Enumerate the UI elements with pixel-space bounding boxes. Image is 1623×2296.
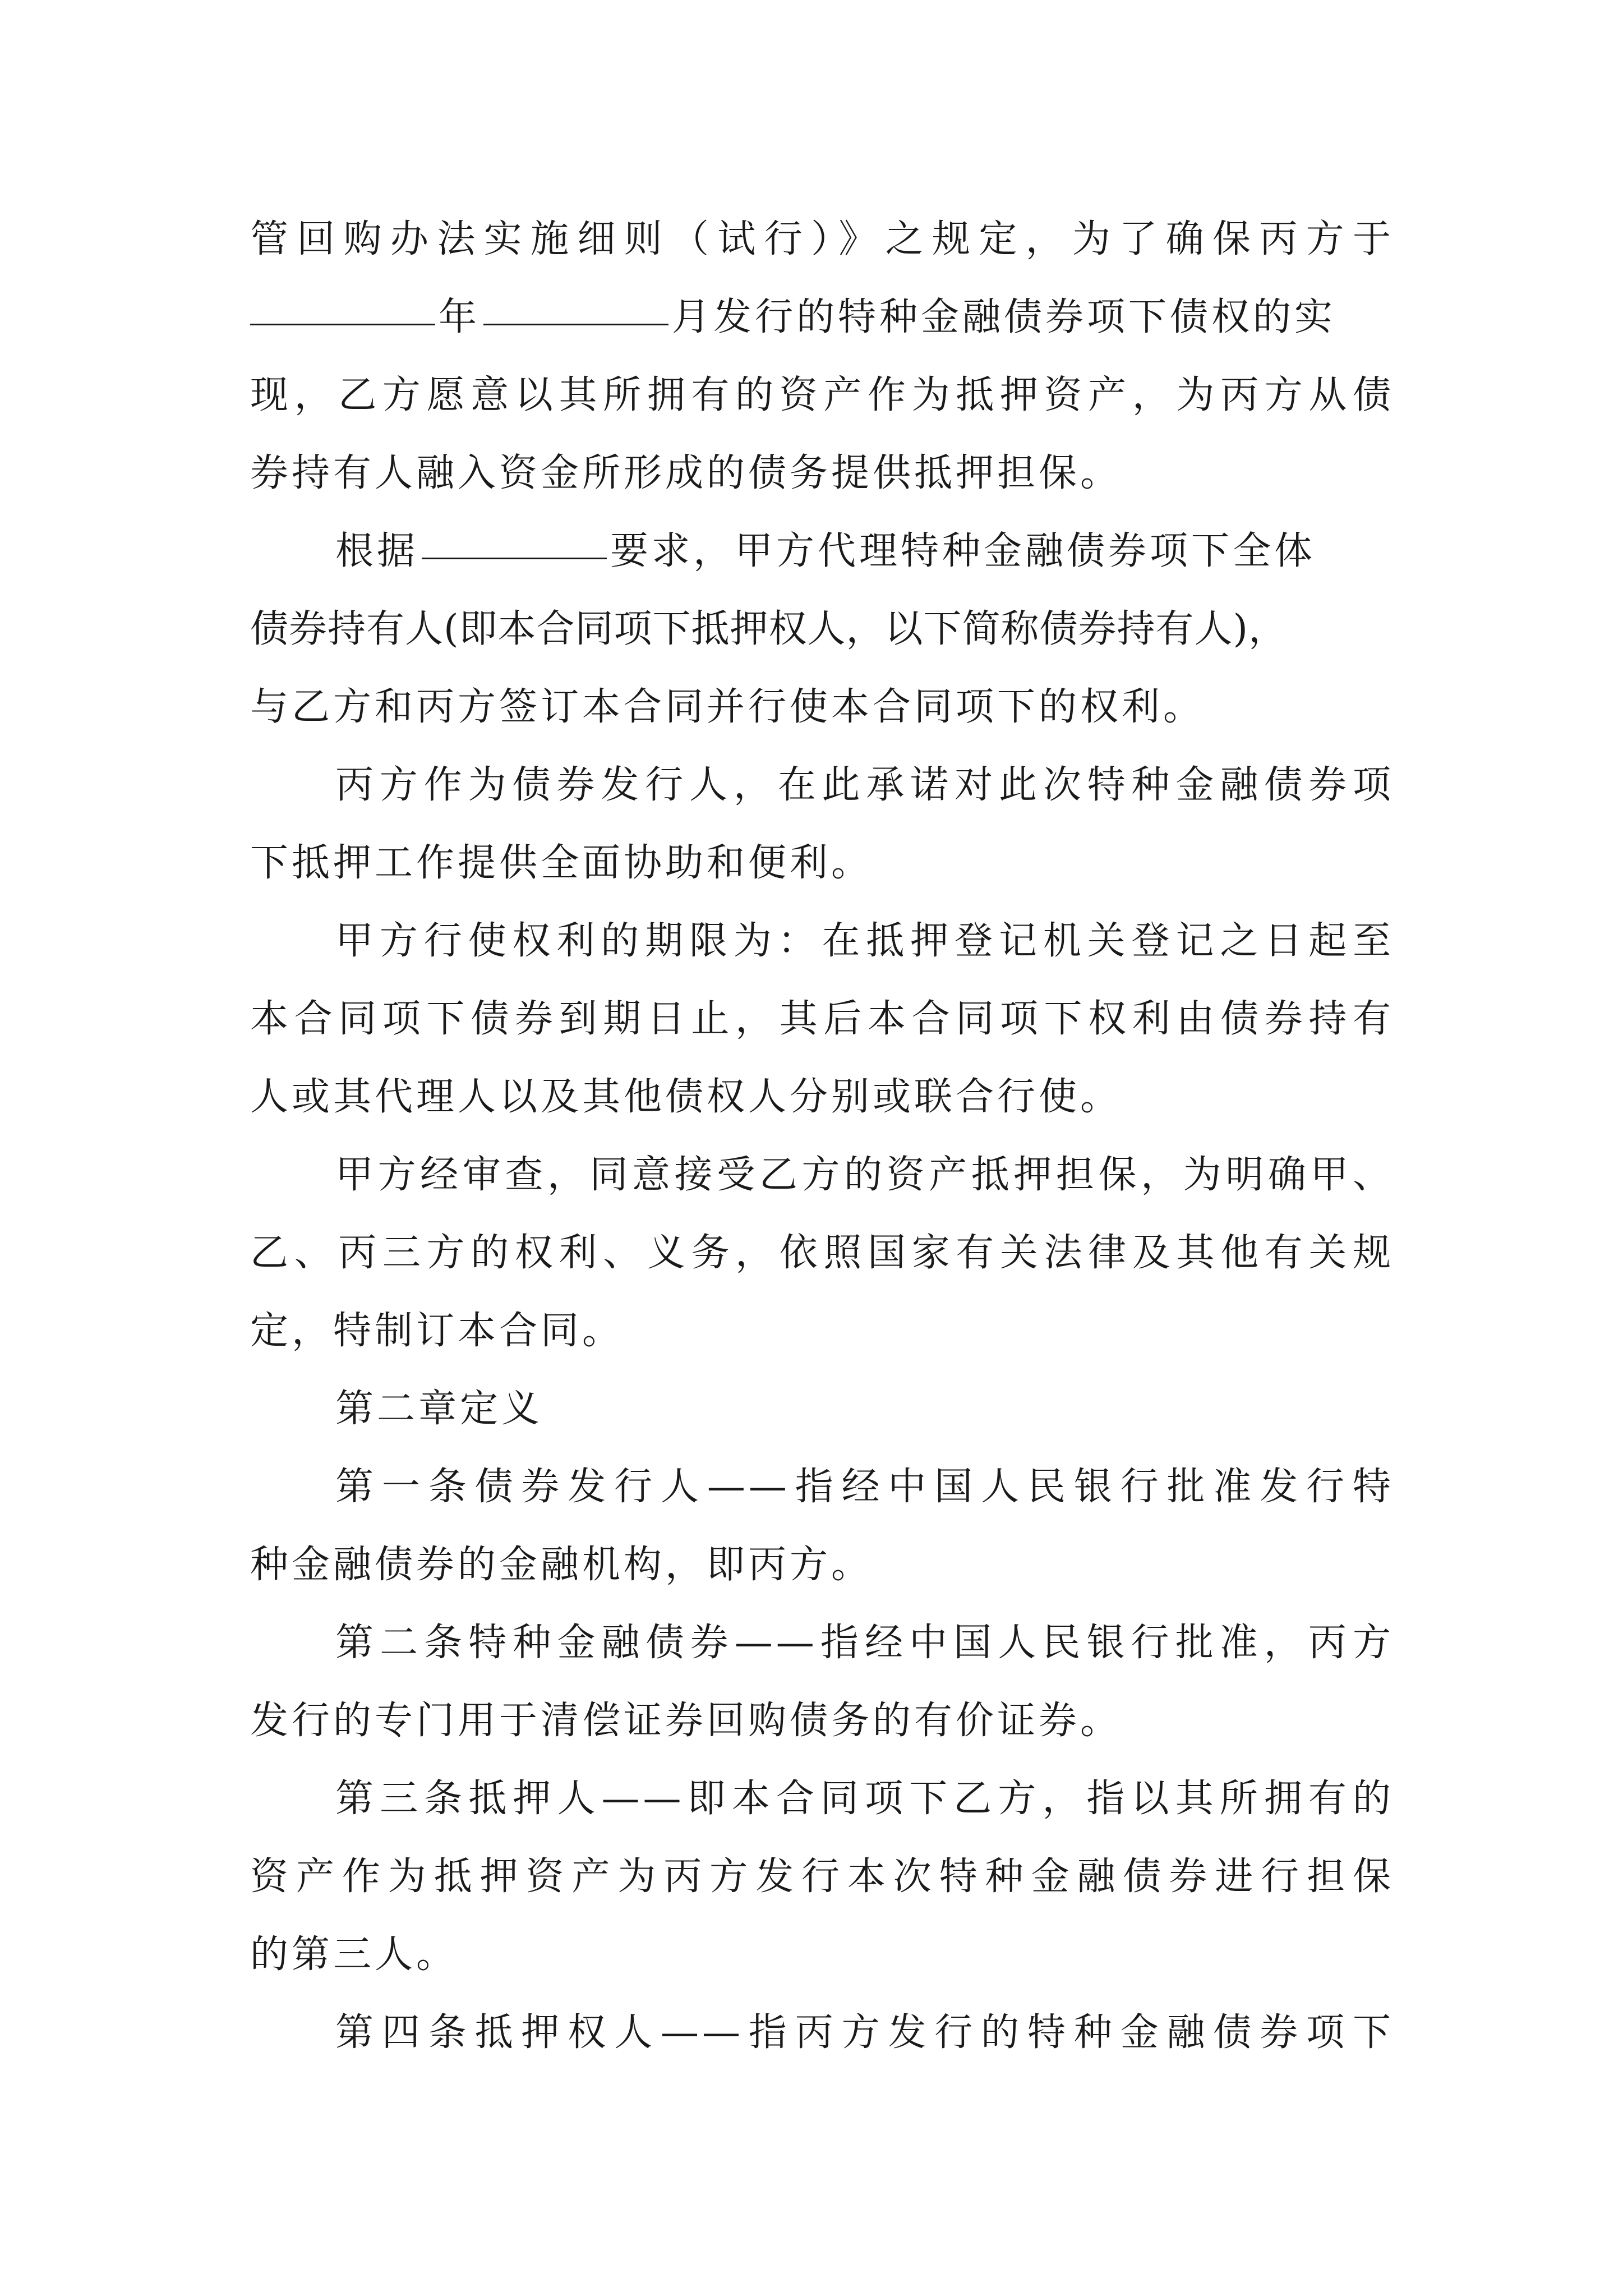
text-line: 发行的专门用于清偿证券回购债务的有价证券。 xyxy=(250,1699,1122,1743)
text-line: 与乙方和丙方签订本合同并行使本合同项下的权利。 xyxy=(250,685,1205,729)
text-line: 券持有人融入资金所形成的债务提供抵押担保。 xyxy=(250,451,1122,495)
text-line: 第二条特种金融债券——指经中国人民银行批准，丙方 xyxy=(335,1621,1394,1665)
text-line: 下抵押工作提供全面协助和便利。 xyxy=(250,841,873,885)
text-segment: 要求，甲方代理特种金融债券项下全体 xyxy=(610,529,1316,573)
text-line: 丙方作为债券发行人，在此承诺对此次特种金融债券项 xyxy=(335,763,1394,807)
chapter-heading: 第二章定义 xyxy=(335,1387,543,1431)
text-line xyxy=(335,512,1394,591)
text-line: 乙、丙三方的权利、义务，依照国家有关法律及其他有关规 xyxy=(250,1231,1394,1275)
text-segment: 年 xyxy=(439,295,481,339)
text-line: 种金融债券的金融机构，即丙方。 xyxy=(250,1543,873,1587)
fill-in-blank xyxy=(422,524,607,559)
text-line: 管回购办法实施细则（试行）》之规定，为了确保丙方于 xyxy=(250,217,1394,261)
text-line: 甲方行使权利的期限为：在抵押登记机关登记之日起至 xyxy=(335,919,1394,963)
text-segment: 根据 xyxy=(335,529,419,573)
text-line: 定，特制订本合同。 xyxy=(250,1309,624,1353)
fill-in-blank xyxy=(250,290,435,325)
text-line: 人或其代理人以及其他债权人分别或联合行使。 xyxy=(250,1075,1122,1119)
text-line: 第四条抵押权人——指丙方发行的特种金融债券项下 xyxy=(335,2010,1394,2055)
text-line xyxy=(250,278,1394,357)
text-segment: 月发行的特种金融债券项下债权的实 xyxy=(672,295,1336,339)
text-line: 第一条债券发行人——指经中国人民银行批准发行特 xyxy=(335,1465,1394,1509)
text-line: 第三条抵押人——即本合同项下乙方，指以其所拥有的 xyxy=(335,1777,1394,1821)
text-line: 本合同项下债券到期日止，其后本合同项下权利由债券持有 xyxy=(250,997,1394,1041)
text-line: 资产作为抵押资产为丙方发行本次特种金融债券进行担保 xyxy=(250,1855,1394,1899)
text-line: 债券持有人(即本合同项下抵押权人，以下简称债券持有人)， xyxy=(250,607,1288,651)
text-line: 的第三人。 xyxy=(250,1932,458,1977)
text-line: 现，乙方愿意以其所拥有的资产作为抵押资产，为丙方从债 xyxy=(250,373,1394,417)
text-line: 甲方经审查，同意接受乙方的资产抵押担保，为明确甲、 xyxy=(335,1153,1394,1197)
fill-in-blank xyxy=(483,290,668,325)
